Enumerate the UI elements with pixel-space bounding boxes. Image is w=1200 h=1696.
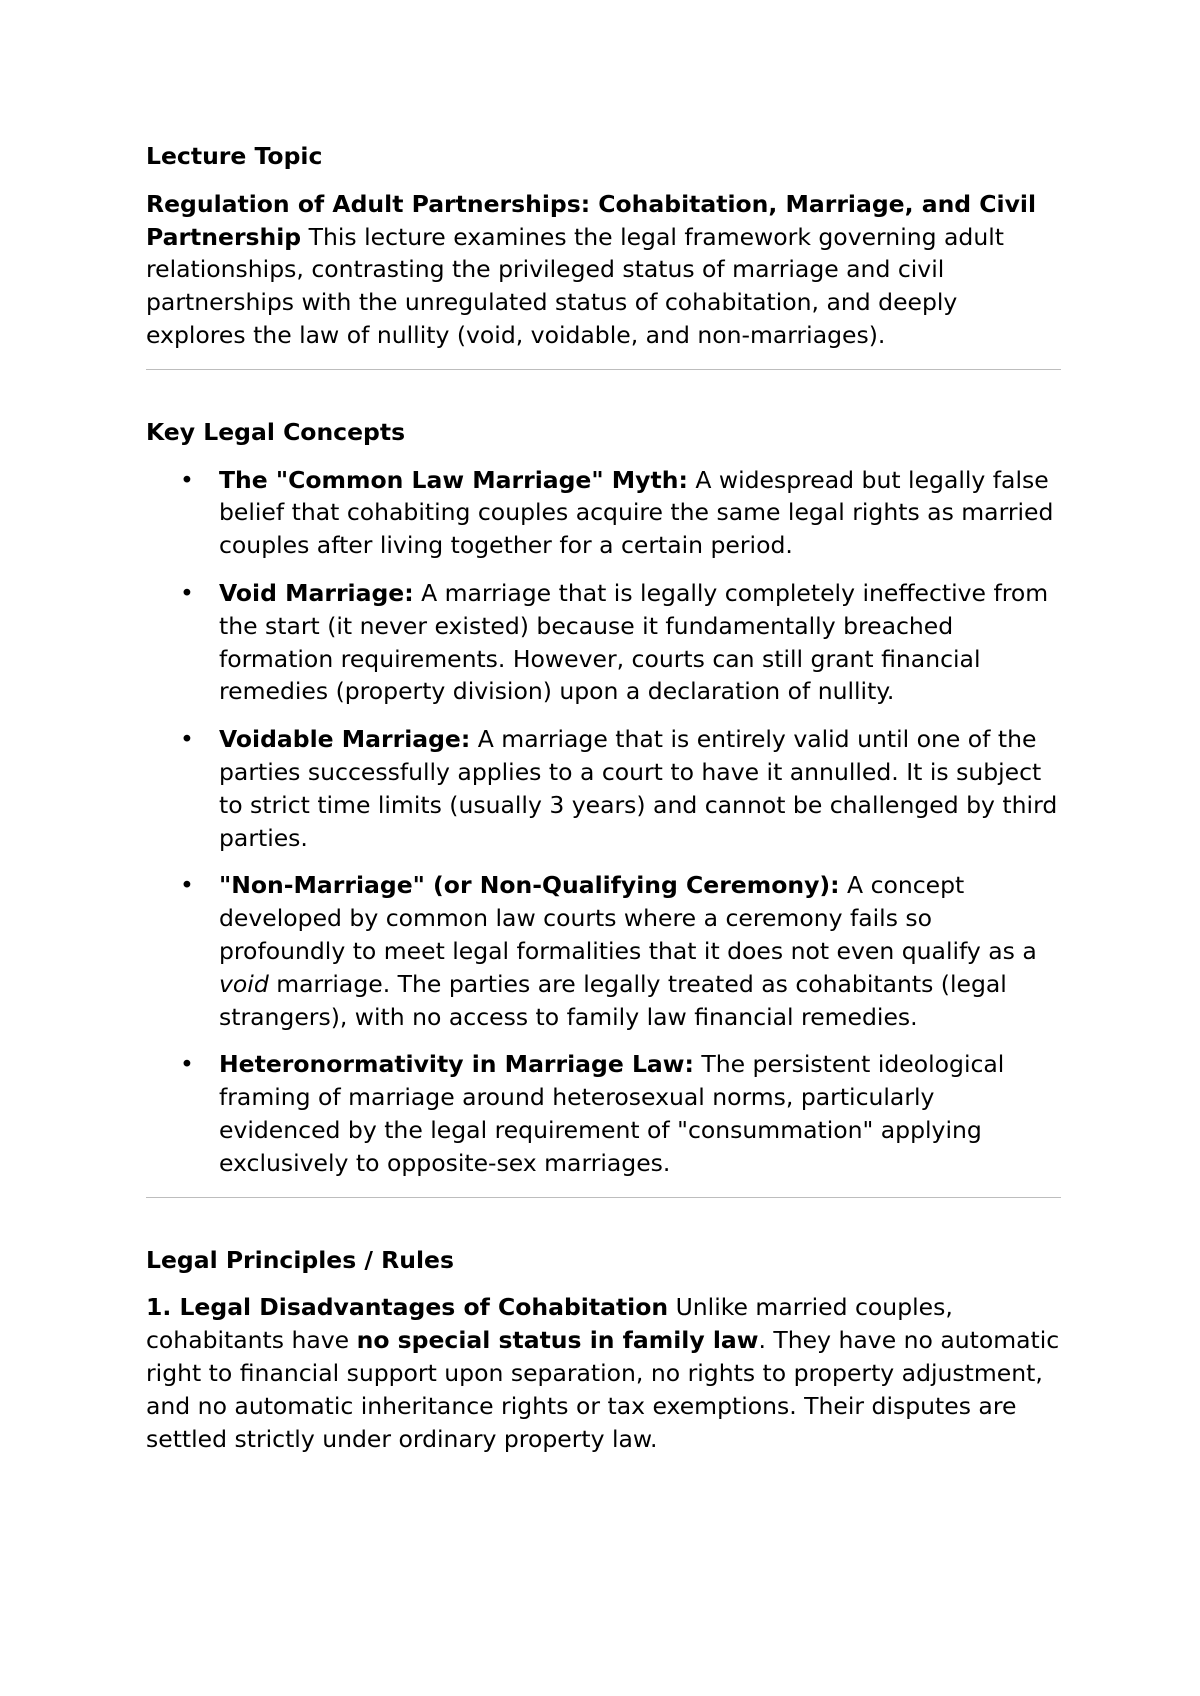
concept-term: Voidable Marriage: <box>219 725 471 754</box>
bullet-icon: • <box>180 871 194 900</box>
principle-text: . They have no automatic right to financial support upon separation, no rights to property adjustment, and no automatic inheritance rights or tax exemptions. Their disputes are settled strictly under ordinary property law. <box>146 1326 1060 1453</box>
lecture-description: This lecture examines the legal framework governing adult relationships, contrasting the privileged status of marriage and civil partnerships with the unregulated status of cohabitation, and deeply explores the law of nullity (void, voidable, and non-marriages). <box>146 222 1004 349</box>
concept-emphasis: void <box>219 969 269 998</box>
bullet-icon: • <box>180 465 194 494</box>
concept-item <box>146 1048 1061 1179</box>
bullet-icon: • <box>180 1050 194 1079</box>
concept-item <box>146 464 1061 562</box>
concept-item <box>146 723 1061 854</box>
principle-title: 1. Legal Disadvantages of Cohabitation <box>146 1293 669 1322</box>
concept-term: Void Marriage: <box>219 578 414 607</box>
legal-principles-heading: Legal Principles / Rules <box>146 1245 454 1274</box>
principle-text: Unlike married couples, cohabitants have <box>146 1293 953 1355</box>
concept-text: A widespread but legally false belief that cohabiting couples acquire the same legal rights as married couples after living together for a certain period. <box>219 465 1054 560</box>
concept-term: Heteronormativity in Marriage Law: <box>219 1050 694 1079</box>
document-page <box>146 140 1061 1455</box>
principle-bold-text: no special status in family law <box>356 1326 759 1355</box>
bullet-icon: • <box>180 725 194 754</box>
concept-text: The persistent ideological framing of marriage around heterosexual norms, particularly evidenced by the legal requirement of "consummation" applying exclusively to opposite-sex marriages. <box>219 1050 1005 1177</box>
concept-item <box>146 869 1061 1033</box>
bullet-icon: • <box>180 578 194 607</box>
concept-term: The "Common Law Marriage" Myth: <box>219 465 688 494</box>
lecture-topic-paragraph <box>146 188 1061 352</box>
concept-text: marriage. The parties are legally treated as cohabitants (legal strangers), with no access to family law financial remedies. <box>219 969 1007 1031</box>
concept-text: A marriage that is entirely valid until one of the parties successfully applies to a court to have it annulled. It is subject to strict time limits (usually 3 years) and cannot be challenged by third parties. <box>219 725 1058 852</box>
principle-paragraph <box>146 1291 1061 1455</box>
concept-text: A marriage that is legally completely ineffective from the start (it never existed) because it fundamentally breached formation requirements. However, courts can still grant financial remedies (property division) upon a declaration of nullity. <box>219 578 1049 706</box>
key-concepts-heading: Key Legal Concepts <box>146 417 406 446</box>
lecture-topic-heading: Lecture Topic <box>146 142 323 170</box>
concept-term: "Non-Marriage" (or Non-Qualifying Ceremony): <box>219 871 840 900</box>
concepts-list <box>146 464 1061 1180</box>
concept-text: A concept developed by common law courts where a ceremony fails so profoundly to meet legal formalities that it does not even qualify as a <box>219 871 1037 965</box>
concept-item <box>146 577 1061 708</box>
lecture-title: Regulation of Adult Partnerships: Cohabitation, Marriage, and Civil Partnership <box>146 189 1037 251</box>
